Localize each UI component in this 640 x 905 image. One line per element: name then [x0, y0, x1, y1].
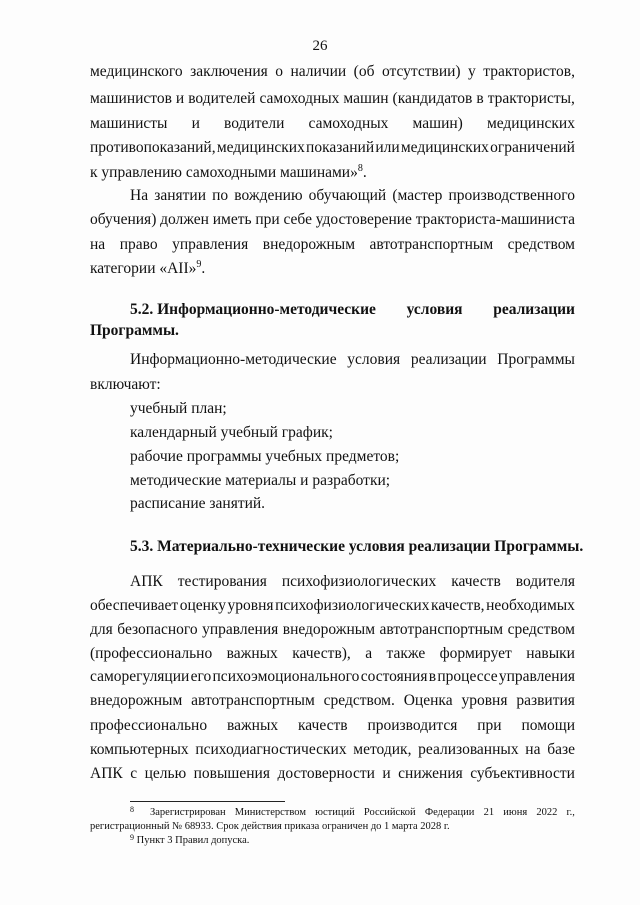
paragraph-4-line-5	[90, 667, 575, 687]
footnote-8-line-2: регистрационный № 68933. Срок действия приказа ограничен до 1 марта 2028 г.	[90, 821, 450, 832]
word: внедорожным	[262, 236, 356, 253]
word: юстиций	[315, 807, 355, 818]
footnote-ref-9: 9	[196, 258, 202, 270]
word: психофизиологических	[281, 573, 437, 590]
word: машин)	[412, 115, 463, 132]
word: качеств	[298, 717, 348, 734]
word: качеств,	[431, 597, 485, 614]
word: процессе	[437, 668, 498, 685]
word: водителей	[188, 90, 256, 107]
word: снижения	[398, 765, 463, 782]
word: машин	[343, 90, 389, 107]
word: компьютерных	[90, 741, 189, 758]
word: автотранспортным	[369, 236, 494, 253]
list-item: расписание занятий.	[130, 495, 266, 512]
word: медицинских	[216, 139, 305, 156]
paragraph-3-line-2: включают:	[90, 376, 161, 393]
paragraph-2-line-3	[90, 235, 575, 255]
word: медицинских	[400, 139, 489, 156]
section-5-3-heading: 5.3. Материально-технические условия реализации Программы.	[130, 538, 584, 555]
word: и	[175, 90, 185, 107]
list-item: календарный учебный график;	[130, 424, 333, 441]
word: условия	[347, 351, 401, 368]
word: психоэмоционального	[212, 668, 360, 685]
word: АПК	[130, 573, 163, 590]
word: реализации	[493, 301, 575, 318]
word: противопоказаний,	[90, 139, 216, 156]
paragraph-2-end: .	[201, 260, 206, 277]
word: 5.2. Информационно-методические	[130, 301, 376, 318]
word: состояния	[360, 668, 428, 685]
word: самоходных	[259, 90, 340, 107]
word: Федерации	[424, 807, 475, 818]
word: г.,	[566, 807, 575, 818]
word: внедорожным	[90, 692, 183, 709]
word: его	[190, 668, 212, 685]
word: по	[212, 187, 229, 204]
word: Министерством	[234, 807, 306, 818]
word: отсутствии)	[381, 63, 461, 80]
word: управления	[172, 236, 249, 253]
paragraph-2-line-4	[90, 259, 575, 279]
paragraph-1-end: .	[362, 164, 367, 181]
word: навыки	[526, 645, 575, 662]
word: уровня	[461, 692, 508, 709]
word: а	[365, 645, 373, 662]
word: или	[375, 139, 400, 156]
list-item: методические материалы и разработки;	[130, 472, 391, 489]
word: на	[525, 741, 541, 758]
paragraph-4-line-8	[90, 740, 575, 760]
word: субъективности	[470, 765, 575, 782]
word: развития	[516, 692, 575, 709]
paragraph-4-line-9	[90, 764, 575, 784]
word: машинисты	[90, 115, 168, 132]
word: и	[382, 765, 391, 782]
word: право	[119, 236, 158, 253]
word: АПК	[90, 765, 123, 782]
word: (профессионально	[90, 645, 213, 662]
word: также	[386, 645, 426, 662]
word: трактористы,	[487, 90, 575, 107]
paragraph-4-line-7	[90, 716, 575, 736]
word: уровня	[227, 597, 274, 614]
page-number: 26	[312, 38, 328, 54]
word: тракториста-машиниста	[415, 211, 575, 228]
word: тестирования	[177, 573, 267, 590]
word: себе	[283, 211, 312, 228]
word: формирует	[439, 645, 512, 662]
word: автотранспортным	[379, 621, 504, 638]
word: о	[275, 63, 283, 80]
footnote-ref-8: 8	[357, 162, 363, 174]
footnote-8-mark: 8	[130, 805, 134, 814]
word: производственного	[448, 187, 575, 204]
word: водители	[224, 115, 285, 132]
word: Российской	[363, 807, 416, 818]
word: Зарегистрирован	[150, 807, 226, 818]
word: (кандидатов	[392, 90, 473, 107]
word: удостоверение	[315, 211, 412, 228]
word: (мастер	[392, 187, 443, 204]
paragraph-1-line-4	[90, 138, 575, 158]
paragraph-4-line-6	[90, 691, 575, 711]
paragraph-1-line-2	[90, 89, 575, 109]
word: методик,	[353, 741, 412, 758]
word: Оценка	[403, 692, 453, 709]
word: реализованных	[418, 741, 519, 758]
word: ограничений	[490, 139, 575, 156]
word: и	[191, 115, 200, 132]
word: автотранспортным	[191, 692, 315, 709]
section-5-2-heading-line-2: Программы.	[90, 322, 179, 339]
word: важных	[226, 717, 279, 734]
word: важных	[226, 645, 278, 662]
word: у	[468, 63, 476, 80]
word: показаний	[306, 139, 375, 156]
list-item: учебный план;	[130, 400, 227, 417]
paragraph-2-tail: категории «AII»	[90, 260, 197, 277]
paragraph-2-line-1	[130, 186, 575, 206]
word: водителя	[515, 573, 575, 590]
word: самоходных	[308, 115, 389, 132]
word: Программы	[497, 351, 575, 368]
word: заключения	[190, 63, 268, 80]
word: базе	[547, 741, 575, 758]
word: условия	[406, 301, 463, 318]
word: реализации	[410, 351, 487, 368]
word: повышения	[193, 765, 270, 782]
word: достоверности	[277, 765, 375, 782]
word: в	[428, 668, 437, 685]
word: внедорожным	[282, 621, 376, 638]
paragraph-2-line-2	[90, 210, 575, 230]
word: оценку	[179, 597, 226, 614]
word: профессионально	[90, 717, 208, 734]
paragraph-4-line-4	[90, 644, 575, 664]
word: управления	[202, 621, 279, 638]
word: средством	[507, 621, 575, 638]
word: машинистов	[90, 90, 172, 107]
word: занятии	[154, 187, 206, 204]
paragraph-4-line-3	[90, 620, 575, 640]
footnote-9	[130, 834, 249, 848]
word: в	[476, 90, 484, 107]
footnote-9-mark: 9	[130, 833, 134, 842]
word: 2022	[536, 807, 558, 818]
word: (об	[353, 63, 375, 80]
word: управления	[498, 668, 575, 685]
paragraph-1-line-3	[90, 114, 575, 134]
paragraph-1-line-5	[90, 163, 575, 183]
footnote-8-words	[150, 806, 575, 820]
word: качеств	[451, 573, 501, 590]
word: средством.	[323, 692, 395, 709]
word: психофизиологических	[275, 597, 430, 614]
word: трактористов,	[483, 63, 575, 80]
footnote-8-line-1	[130, 806, 575, 820]
footnote-divider	[130, 801, 285, 802]
word: наличии	[290, 63, 347, 80]
word: иметь	[212, 211, 252, 228]
word: обучения)	[90, 211, 157, 228]
word: безопасного	[117, 621, 198, 638]
word: 21	[483, 807, 495, 818]
word: на	[90, 236, 106, 253]
word: обучающий	[308, 187, 387, 204]
list-item: рабочие программы учебных предметов;	[130, 448, 400, 465]
paragraph-4-line-2	[90, 596, 575, 616]
word: саморегуляции	[90, 668, 190, 685]
word: необходимых	[486, 597, 575, 614]
word: производится	[367, 717, 458, 734]
word: качеств),	[292, 645, 351, 662]
word: должен	[160, 211, 209, 228]
section-5-2-heading-line-1	[130, 300, 575, 320]
paragraph-3-line-1	[130, 350, 575, 370]
word: с	[130, 765, 138, 782]
paragraph-1-line-1	[90, 62, 575, 82]
word: медицинского	[90, 63, 183, 80]
word: целью	[144, 765, 187, 782]
word: при	[255, 211, 280, 228]
footnote-9-text: Пункт 3 Правил допуска.	[136, 835, 250, 846]
word: средством	[507, 236, 575, 253]
paragraph-4-line-1	[130, 572, 575, 592]
word: вождению	[234, 187, 303, 204]
word: медицинских	[486, 115, 575, 132]
paragraph-1-tail: к управлению самоходными машинами»	[90, 164, 358, 181]
word: июня	[503, 807, 528, 818]
word: для	[90, 621, 113, 638]
word: помощи	[521, 717, 575, 734]
word: обеспечивает	[90, 597, 179, 614]
word: при	[477, 717, 502, 734]
word: Информационно-методические	[130, 351, 337, 368]
word: На	[130, 187, 149, 204]
word: психодиагностических	[195, 741, 347, 758]
